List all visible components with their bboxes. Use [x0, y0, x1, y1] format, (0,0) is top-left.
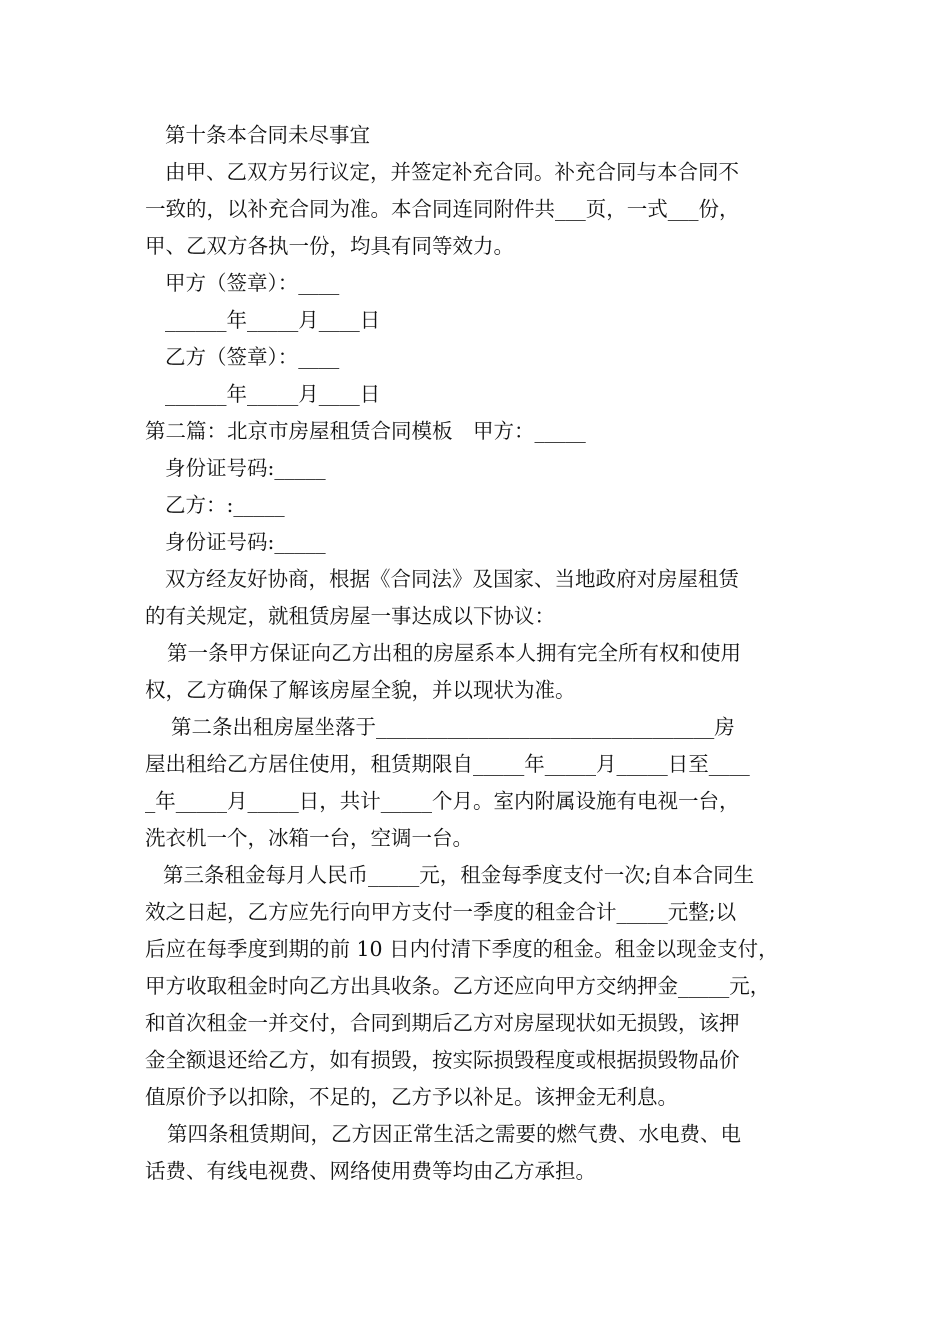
article-10-text-line-1: 由甲、乙双方另行议定，并签定补充合同。补充合同与本合同不: [165, 160, 739, 184]
article-3-line-7: 值原价予以扣除，不足的，乙方予以补足。该押金无利息。: [145, 1085, 678, 1109]
article-4-line-2: 话费、有线电视费、网络使用费等均由乙方承担。: [145, 1159, 596, 1183]
article-3-line-6: 金全额退还给乙方，如有损毁，按实际损毁程度或根据损毁物品价: [145, 1048, 740, 1072]
article-3-line-1: 第三条租金每月人民币_____元，租金每季度支付一次;自本合同生: [163, 863, 755, 887]
article-2-line-3: _年_____月_____日，共计_____个月。室内附属设施有电视一台，: [145, 789, 740, 813]
article-3-line-3: 后应在每季度到期的前 10 日内付清下季度的租金。租金以现金支付，: [145, 937, 779, 961]
part-two-title: 第二篇：北京市房屋租赁合同模板 甲方：_____: [145, 419, 586, 443]
party-b-signature: 乙方（签章）：____: [165, 345, 340, 369]
article-3-line-5: 和首次租金一并交付，合同到期后乙方对房屋现状如无损毁，该押: [145, 1011, 740, 1035]
intro-line-1: 双方经友好协商，根据《合同法》及国家、当地政府对房屋租赁: [165, 567, 739, 591]
article-2-line-4: 洗衣机一个，冰箱一台，空调一台。: [145, 826, 473, 850]
article-2-line-1: 第二条出租房屋坐落于_________________________________房: [171, 715, 735, 739]
article-4-line-1: 第四条租赁期间，乙方因正常生活之需要的燃气费、水电费、电: [167, 1122, 741, 1146]
party-a-signature: 甲方（签章）：____: [165, 271, 340, 295]
contract-body: [145, 117, 815, 1190]
article-2-line-2: 屋出租给乙方居住使用，租赁期限自_____年_____月_____日至____: [145, 752, 750, 776]
article-3-line-4: 甲方收取租金时向乙方出具收条。乙方还应向甲方交纳押金_____元，: [145, 974, 771, 998]
article-10-text-line-3: 甲、乙双方各执一份，均具有同等效力。: [145, 234, 514, 258]
party-b-date: ______年_____月____日: [165, 382, 381, 406]
article-1-line-1: 第一条甲方保证向乙方出租的房屋系本人拥有完全所有权和使用: [167, 641, 741, 665]
article-3-line-2: 效之日起，乙方应先行向甲方支付一季度的租金合计_____元整;以: [145, 900, 737, 924]
article-10-title: 第十条本合同未尽事宜: [165, 123, 370, 147]
party-a-date: ______年_____月____日: [165, 308, 381, 332]
article-10-text-line-2: 一致的，以补充合同为准。本合同连同附件共___页，一式___份，: [145, 197, 740, 221]
intro-line-2: 的有关规定，就租赁房屋一事达成以下协议：: [145, 604, 555, 628]
article-1-line-2: 权，乙方确保了解该房屋全貌，并以现状为准。: [145, 678, 576, 702]
party-b-name: 乙方：:_____: [165, 493, 285, 517]
party-a-id-number: 身份证号码:_____: [165, 456, 326, 480]
party-b-id-number: 身份证号码:_____: [165, 530, 326, 554]
